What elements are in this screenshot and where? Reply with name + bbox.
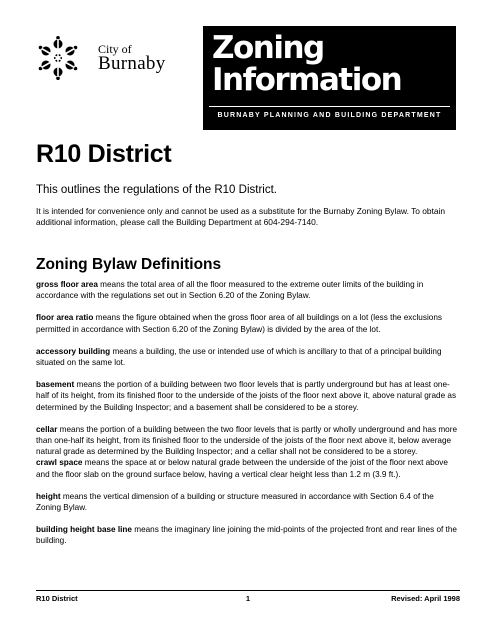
definition-text: means a building, the use or intended use of which is ancillary to that of a principal building situated on the same lot. [36,346,442,368]
definition-term: cellar [36,424,58,434]
definition-term: crawl space [36,458,83,468]
banner-title-line1: Zoning [212,30,324,66]
definition-item [36,312,460,334]
definition-term: building height base line [36,525,132,535]
definitions-list [36,279,460,547]
definition-text: means the portion of a building between two floor levels that is partly underground but has at least one-half of its height, from its finished floor to the underside of the joists of the floor next above it, above natural grade as determined by the Building Inspector; and a basement shall be considered to be a storey. [36,380,457,412]
zoning-information-banner [203,26,456,130]
logo-city-of: City of [98,42,132,56]
intro-text: This outlines the regulations of the R10 District. [36,184,277,196]
definition-item [36,279,460,301]
definition-term: gross floor area [36,280,98,289]
definition-text: means the space at or below natural grade between the underside of the joist of the floor next above and the floor slab on the ground surface below, having a vertical clear height less than 1.2 m (3.9 ft.). [36,458,448,479]
banner-title-line2: Information [212,62,402,98]
footer-divider [36,590,460,591]
footer-district: R10 District [36,594,78,603]
logo-city-name: Burnaby [98,53,166,74]
footer-page-number: 1 [245,594,251,603]
definition-term: basement [36,380,75,390]
definition-item [36,424,460,458]
page-title: R10 District [36,140,172,168]
snowflake-emblem-icon [36,36,80,80]
definition-item [36,379,460,413]
definition-text: means the figure obtained when the gross floor area of all buildings on a lot (less the exclusions permitted in accordance with Section 6.20 of the Zoning Bylaw) is divided by the area of the lot. [36,313,442,334]
banner-divider [209,106,450,107]
definition-term: accessory building [36,346,111,356]
definition-text: means the portion of a building between the two floor levels that is partly or wholly underground and has more than one-half its height, from its finished floor to the underside of the joists of the floor next above it, below average natural grade as determined by the Building Inspector; and a cellar shall not be considered to be a storey. [36,424,458,457]
definition-term: height [36,491,61,501]
definition-item [36,457,460,479]
definition-text: means the total area of all the floor measured to the extreme outer limits of the building in accordance with the regulations set out in Section 6.20 of the Zoning Bylaw. [36,280,424,301]
definition-text: means the vertical dimension of a building or structure measured in accordance with Section 6.4 of the Zoning Bylaw. [36,491,434,513]
disclaimer-text: It is intended for convenience only and cannot be used as a substitute for the Burnaby Zoning Bylaw. To obtain additional information, please call the Building Department at 604-294-7140. [36,206,446,228]
definition-item [36,491,460,513]
city-logo [36,36,166,80]
banner-department: BURNABY PLANNING AND BUILDING DEPARTMENT [217,112,442,119]
footer-revised-date: Revised: April 1998 [391,594,460,603]
definition-item [36,524,460,546]
section-heading: Zoning Bylaw Definitions [36,256,222,273]
definition-text: means the imaginary line joining the mid-points of the projected front and rear lines of the building. [36,525,457,546]
definition-term: floor area ratio [36,313,94,323]
definition-item [36,346,460,368]
